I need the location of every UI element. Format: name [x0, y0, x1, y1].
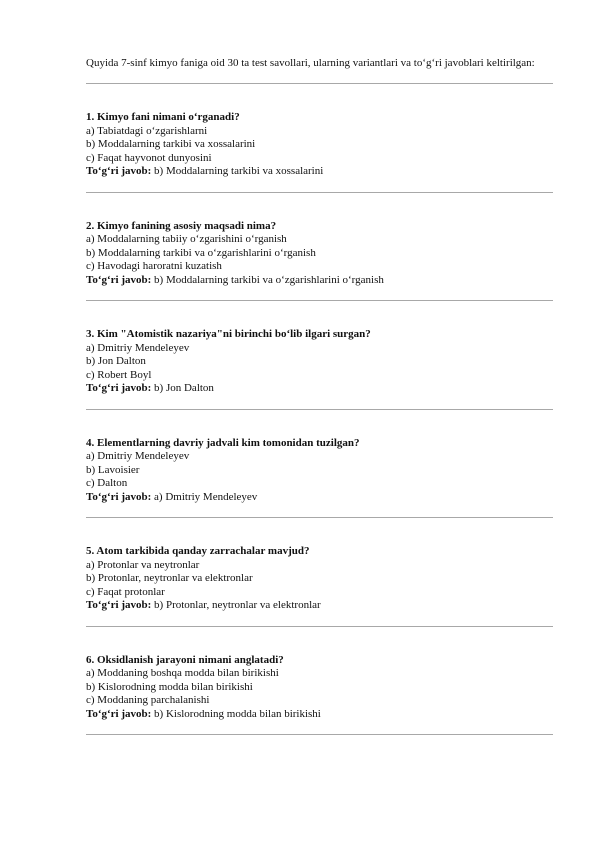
option-a: a) Moddalarning tabiiy o‘zgarishini o‘rganish	[86, 233, 287, 245]
option-b: b) Kislorodning modda bilan birikishi	[86, 680, 253, 693]
answer-text: b) Moddalarning tarkibi va o‘zgarishlarini o‘rganish	[154, 273, 384, 286]
correct-answer	[86, 165, 553, 179]
question-block	[86, 654, 553, 722]
option-a: a) Dmitriy Mendeleyev	[86, 450, 190, 462]
question-title: 2. Kimyo fanining asosiy maqsadi nima?	[86, 219, 277, 232]
option-a: a) Protonlar va neytronlar	[86, 558, 200, 571]
answer-text: b) Moddalarning tarkibi va xossalarini	[154, 165, 324, 177]
answer-label: To‘g‘ri javob:	[86, 382, 152, 394]
answer-label: To‘g‘ri javob:	[86, 273, 152, 286]
divider	[86, 517, 553, 518]
answer-text: b) Jon Dalton	[154, 382, 214, 394]
correct-answer	[86, 708, 553, 722]
correct-answer	[86, 599, 553, 613]
option-c: c) Faqat hayvonot dunyosini	[86, 151, 212, 164]
correct-answer	[86, 274, 553, 288]
divider	[86, 300, 553, 301]
option-c: c) Robert Boyl	[86, 368, 152, 381]
option-b: b) Moddalarning tarkibi va o‘zgarishlarini o‘rganish	[86, 246, 316, 259]
document-page	[86, 56, 553, 735]
question-title: 5. Atom tarkibida qanday zarrachalar mavjud?	[86, 545, 310, 557]
divider	[86, 83, 553, 84]
divider	[86, 626, 553, 627]
answer-text: b) Kislorodning modda bilan birikishi	[154, 707, 321, 720]
question-block	[86, 220, 553, 288]
option-c: c) Moddaning parchalanishi	[86, 694, 210, 706]
intro-text: Quyida 7-sinf kimyo faniga oid 30 ta test savollari, ularning variantlari va to‘g‘ri javoblari keltirilgan:	[86, 57, 535, 69]
question-title: 6. Oksidlanish jarayoni nimani anglatadi?	[86, 653, 284, 666]
option-a: a) Dmitriy Mendeleyev	[86, 341, 190, 354]
divider	[86, 734, 553, 735]
question-title: 4. Elementlarning davriy jadvali kim tomonidan tuzilgan?	[86, 436, 360, 449]
question-block	[86, 328, 553, 396]
answer-label: To‘g‘ri javob:	[86, 707, 152, 720]
option-b: b) Lavoisier	[86, 463, 140, 476]
option-b: b) Moddalarning tarkibi va xossalarini	[86, 138, 256, 150]
question-block	[86, 437, 553, 505]
option-a: a) Tabiatdagi o‘zgarishlarni	[86, 124, 208, 137]
answer-label: To‘g‘ri javob:	[86, 599, 152, 611]
option-c: c) Dalton	[86, 477, 128, 489]
option-c: c) Havodagi haroratni kuzatish	[86, 260, 222, 272]
option-b: b) Jon Dalton	[86, 355, 146, 367]
answer-label: To‘g‘ri javob:	[86, 165, 152, 177]
question-title: 1. Kimyo fani nimani o‘rganadi?	[86, 111, 240, 123]
divider	[86, 409, 553, 410]
option-b: b) Protonlar, neytronlar va elektronlar	[86, 572, 253, 584]
answer-label: To‘g‘ri javob:	[86, 490, 152, 503]
option-c: c) Faqat protonlar	[86, 585, 165, 598]
option-a: a) Moddaning boshqa modda bilan birikishi	[86, 667, 279, 679]
answer-text: b) Protonlar, neytronlar va elektronlar	[154, 599, 321, 611]
question-title: 3. Kim "Atomistik nazariya"ni birinchi bo‘lib ilgari surgan?	[86, 328, 371, 340]
correct-answer	[86, 382, 553, 396]
question-block	[86, 111, 553, 179]
divider	[86, 192, 553, 193]
question-block	[86, 545, 553, 613]
correct-answer	[86, 491, 553, 505]
answer-text: a) Dmitriy Mendeleyev	[154, 490, 258, 503]
